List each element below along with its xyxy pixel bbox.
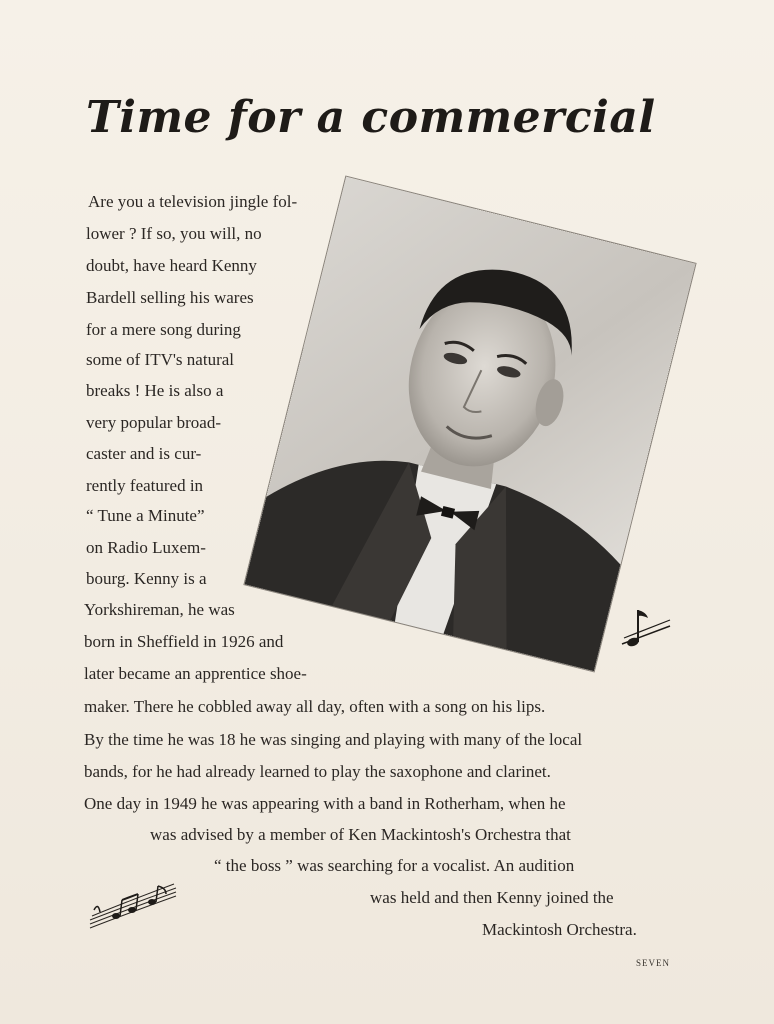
portrait-photo <box>245 177 696 672</box>
body-line: “ Tune a Minute” <box>86 506 205 525</box>
body-line: One day in 1949 he was appearing with a band in Rotherham, when he <box>84 794 566 813</box>
body-line: on Radio Luxem- <box>86 538 206 557</box>
music-note-icon <box>620 604 674 650</box>
body-line: breaks ! He is also a <box>86 381 224 400</box>
portrait-image <box>245 177 696 672</box>
body-line: was held and then Kenny joined the <box>370 888 614 907</box>
body-line: some of ITV's natural <box>86 350 234 369</box>
body-line: for a mere song during <box>86 320 241 339</box>
body-line: Mackintosh Orchestra. <box>482 920 637 939</box>
body-line: Yorkshireman, he was <box>84 600 235 619</box>
body-line: Bardell selling his wares <box>86 288 254 307</box>
body-line: bourg. Kenny is a <box>86 569 207 588</box>
body-line: bands, for he had already learned to play the saxophone and clarinet. <box>84 762 551 781</box>
music-notes-icon <box>86 876 182 932</box>
body-line: caster and is cur- <box>86 444 202 463</box>
body-line: maker. There he cobbled away all day, often with a song on his lips. <box>84 697 546 716</box>
body-line: later became an apprentice shoe- <box>84 664 307 683</box>
page-title: Time for a commercial <box>86 92 656 143</box>
body-line: lower ? If so, you will, no <box>86 224 262 243</box>
body-line: “ the boss ” was searching for a vocalist. An audition <box>214 856 575 875</box>
body-line: very popular broad- <box>86 413 222 432</box>
page-number: SEVEN <box>636 958 670 968</box>
body-line: rently featured in <box>86 476 204 495</box>
body-line: born in Sheffield in 1926 and <box>84 632 284 651</box>
body-line: Are you a television jingle fol- <box>88 192 298 211</box>
body-line: doubt, have heard Kenny <box>86 256 257 275</box>
body-line: was advised by a member of Ken Mackintosh's Orchestra that <box>150 825 571 844</box>
body-line: By the time he was 18 he was singing and playing with many of the local <box>84 730 583 749</box>
